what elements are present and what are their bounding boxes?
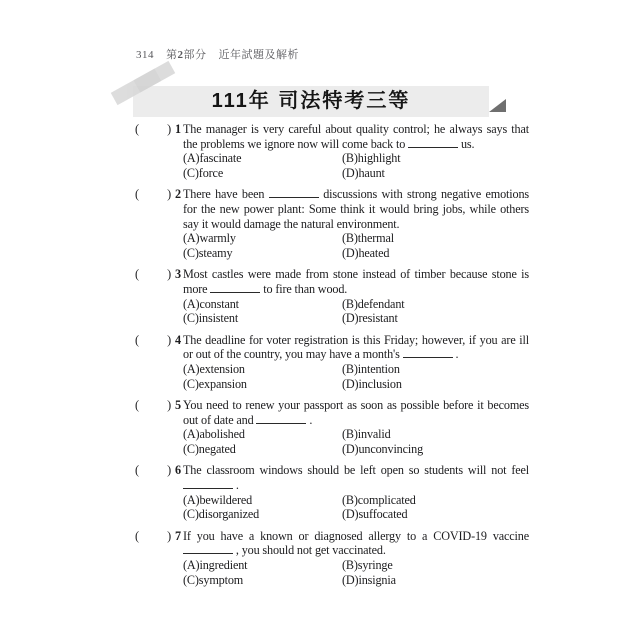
options-grid <box>183 297 529 326</box>
answer-blank <box>183 479 233 489</box>
question-number: 3 <box>175 267 181 282</box>
answer-bracket <box>133 398 171 457</box>
question-stem: Most castles were made from stone instead of timber because stone is more to fire than wood. <box>183 267 529 297</box>
question-number: 6 <box>175 463 181 478</box>
option: (D)haunt <box>342 166 385 181</box>
option: (A)constant <box>183 296 239 311</box>
section-title: 近年試題及解析 <box>218 49 299 61</box>
part-number: 2 <box>177 49 184 61</box>
options-grid <box>183 362 529 391</box>
answer-blank <box>183 544 233 554</box>
answer-bracket <box>133 187 171 261</box>
question-stem: The deadline for voter registration is this Friday; however, if you are ill or out of the country, you may have a month's . <box>183 332 529 362</box>
option: (B)thermal <box>342 231 394 246</box>
option: (B)defendant <box>342 296 405 311</box>
question-number: 7 <box>175 528 181 543</box>
answer-bracket <box>133 463 171 522</box>
question-item <box>133 187 529 261</box>
bracket-open: ( <box>135 267 139 282</box>
option: (B)complicated <box>342 492 416 507</box>
question-stem: If you have a known or diagnosed allergy to a COVID-19 vaccine , you should not get vaccinated. <box>183 528 529 558</box>
bracket-open: ( <box>135 122 139 136</box>
question-stem: You need to renew your passport as soon as possible before it becomes out of date and . <box>183 397 529 427</box>
question-number: 2 <box>175 187 181 202</box>
option: (A)warmly <box>183 231 236 246</box>
answer-blank <box>403 348 453 358</box>
bracket-close: ) <box>167 267 171 282</box>
option: (D)resistant <box>342 311 398 326</box>
chapter-banner <box>133 86 489 117</box>
option: (B)highlight <box>342 151 401 166</box>
question-body <box>183 187 529 261</box>
answer-bracket <box>133 529 171 588</box>
question-item <box>133 463 529 522</box>
option: (A)ingredient <box>183 557 248 572</box>
bracket-close: ) <box>167 397 171 412</box>
option: (D)insignia <box>342 572 396 587</box>
option: (C)disorganized <box>183 507 260 522</box>
question-stem: There have been discussions with strong negative emotions for the new power plant: Some think it would bring jobs, while others say it would damage the natural environment. <box>183 187 529 231</box>
option: (B)intention <box>342 362 400 377</box>
bracket-open: ( <box>135 463 139 478</box>
question-body <box>183 398 529 457</box>
option: (B)syringe <box>342 557 393 572</box>
bracket-open: ( <box>135 528 139 543</box>
options-grid <box>183 427 529 456</box>
option: (C)expansion <box>183 376 247 391</box>
question-body <box>183 122 529 181</box>
option: (C)negated <box>183 442 236 457</box>
option: (D)heated <box>342 246 390 261</box>
options-grid <box>183 558 529 587</box>
answer-bracket <box>133 122 171 181</box>
question-item <box>133 122 529 181</box>
answer-blank <box>210 283 260 293</box>
option: (D)inclusion <box>342 376 402 391</box>
option: (A)fascinate <box>183 151 242 166</box>
bracket-open: ( <box>135 332 139 347</box>
option: (C)force <box>183 166 224 181</box>
question-body <box>183 463 529 522</box>
options-grid <box>183 493 529 522</box>
answer-blank <box>269 188 319 198</box>
page-number: 314 <box>136 49 154 61</box>
question-item <box>133 267 529 326</box>
answer-bracket <box>133 333 171 392</box>
bracket-open: ( <box>135 187 139 202</box>
option: (A)abolished <box>183 427 245 442</box>
page-header <box>136 46 299 62</box>
answer-bracket <box>133 267 171 326</box>
question-item <box>133 333 529 392</box>
question-number: 4 <box>175 332 181 347</box>
question-body <box>183 267 529 326</box>
question-list <box>133 122 529 594</box>
chapter-title: 111年 司法特考三等 <box>211 90 411 112</box>
options-grid <box>183 151 529 180</box>
bracket-close: ) <box>167 463 171 478</box>
option: (A)bewildered <box>183 492 253 507</box>
option: (C)symptom <box>183 572 244 587</box>
question-stem: The manager is very careful about quality control; he always says that the problems we ignore now will come back to us. <box>183 122 529 151</box>
question-body <box>183 333 529 392</box>
answer-blank <box>256 414 306 424</box>
option: (B)invalid <box>342 427 391 442</box>
option: (D)suffocated <box>342 507 408 522</box>
bracket-close: ) <box>167 122 171 136</box>
part-suffix: 部分 <box>183 49 207 61</box>
question-item <box>133 398 529 457</box>
bracket-close: ) <box>167 528 171 543</box>
bracket-open: ( <box>135 397 139 412</box>
bracket-close: ) <box>167 332 171 347</box>
option: (D)unconvincing <box>342 442 424 457</box>
option: (C)insistent <box>183 311 239 326</box>
part-label <box>166 46 207 62</box>
question-number: 1 <box>175 122 181 136</box>
question-item <box>133 529 529 588</box>
bracket-close: ) <box>167 187 171 202</box>
option: (A)extension <box>183 362 245 377</box>
question-stem: The classroom windows should be left open so students will not feel . <box>183 463 529 492</box>
question-number: 5 <box>175 397 181 412</box>
answer-blank <box>408 138 458 148</box>
options-grid <box>183 231 529 260</box>
corner-triangle-icon <box>489 99 506 112</box>
question-body <box>183 529 529 588</box>
option: (C)steamy <box>183 246 233 261</box>
part-prefix: 第 <box>166 49 178 61</box>
